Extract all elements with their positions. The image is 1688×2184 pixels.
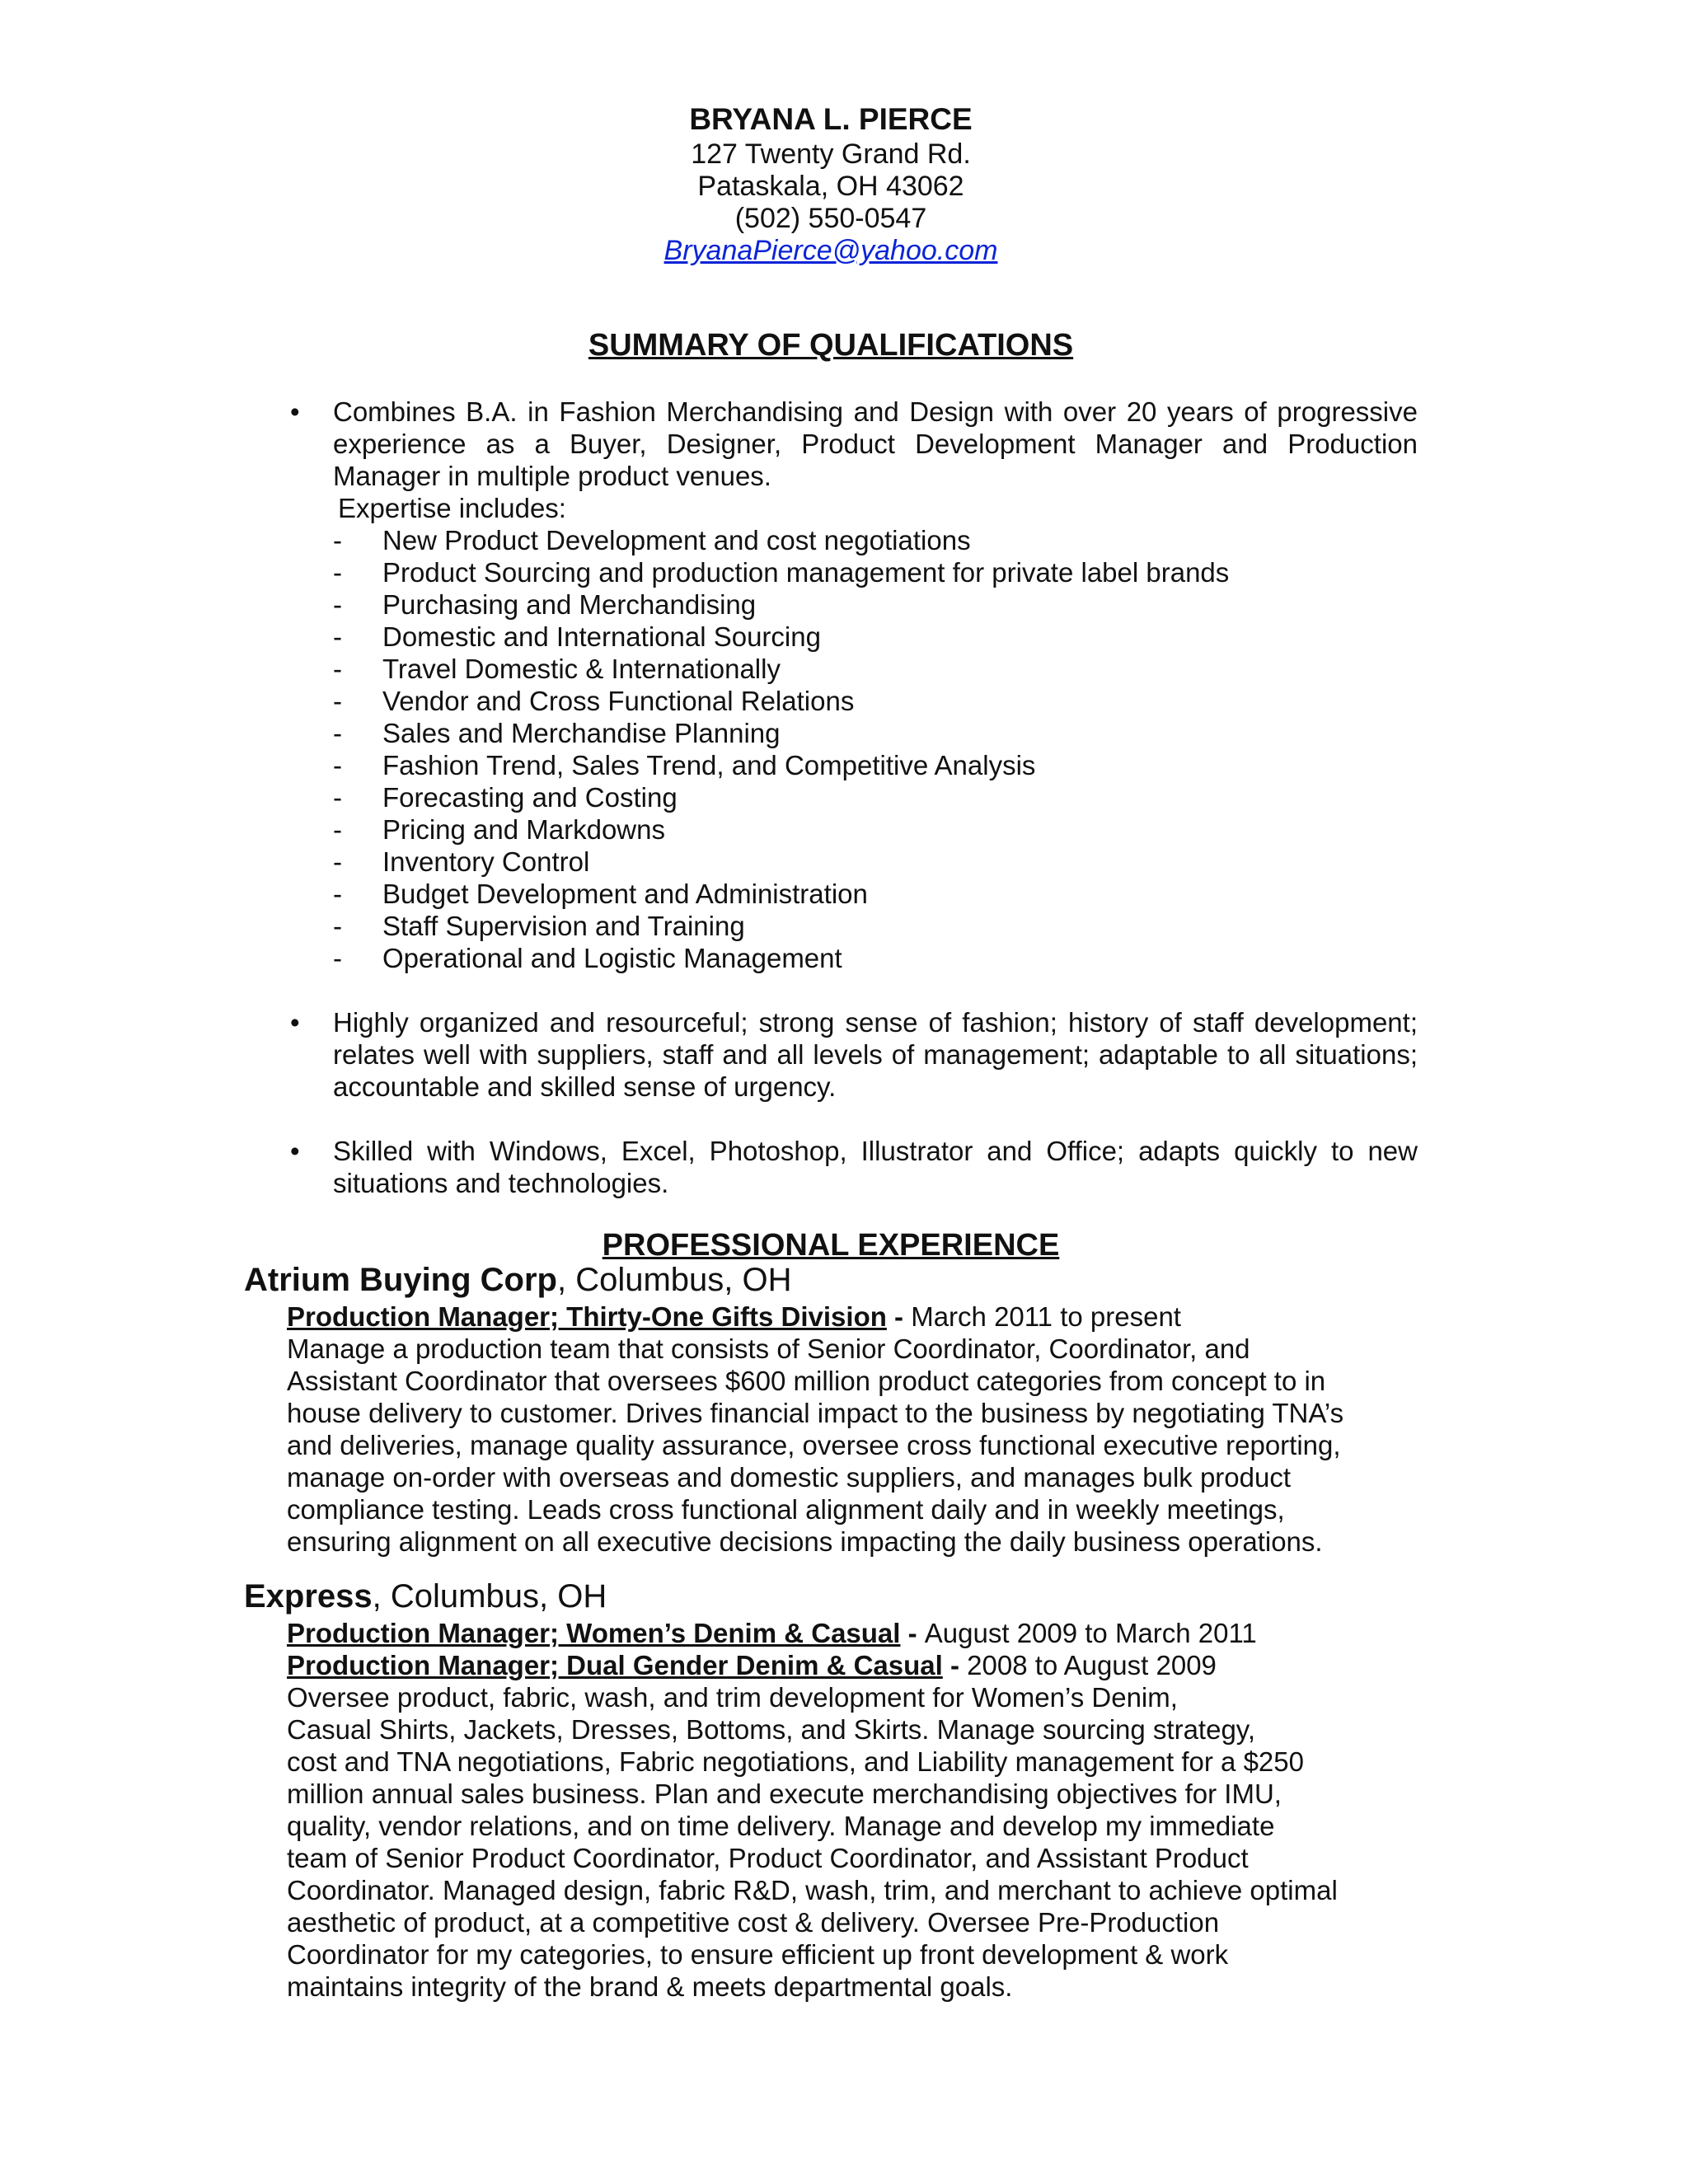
dash-glyph: - xyxy=(333,814,342,845)
expertise-item-text: Vendor and Cross Functional Relations xyxy=(382,686,855,716)
contact-header xyxy=(0,101,1662,267)
job-role xyxy=(287,1649,1439,1681)
expertise-item-text: Product Sourcing and production management for private label brands xyxy=(382,557,1230,588)
expertise-item xyxy=(290,813,1418,846)
experience-section xyxy=(244,1259,1439,2003)
summary-bullet-text: Skilled with Windows, Excel, Photoshop, Illustrator and Office; adapts quickly to new situations and technologies. xyxy=(333,1136,1418,1198)
expertise-item xyxy=(290,524,1418,556)
summary-bullet-1 xyxy=(290,396,1418,492)
dash-glyph: - xyxy=(333,718,342,748)
role-dates: 2008 to August 2009 xyxy=(967,1650,1217,1680)
company-location: , Columbus, OH xyxy=(372,1578,607,1615)
dash-glyph: - xyxy=(333,525,342,555)
expertise-item xyxy=(290,942,1418,974)
dash-glyph: - xyxy=(333,782,342,813)
summary-bullet-text: Combines B.A. in Fashion Merchandising and Design with over 20 years of progressive experience as a Buyer, Designer, Product Development Manager and Production Manager in multiple product venues. xyxy=(333,396,1418,491)
dash-glyph: - xyxy=(333,589,342,620)
dash-glyph: - xyxy=(333,911,342,941)
experience-heading: PROFESSIONAL EXPERIENCE xyxy=(602,1228,1060,1263)
dash-glyph: - xyxy=(333,879,342,909)
expertise-item xyxy=(290,878,1418,910)
role-title: Production Manager; Dual Gender Denim & Casual xyxy=(287,1650,943,1680)
job-entry xyxy=(244,1576,1439,2003)
company-line xyxy=(244,1576,1439,1617)
summary-section xyxy=(290,396,1418,1199)
phone-number: (502) 550-0547 xyxy=(734,203,927,234)
dash-glyph: - xyxy=(333,686,342,716)
company-name: Express xyxy=(244,1578,373,1615)
bullet-glyph: • xyxy=(290,1007,300,1038)
company-name: Atrium Buying Corp xyxy=(244,1262,557,1298)
expertise-item-text: Inventory Control xyxy=(382,846,590,877)
role-separator: - xyxy=(886,1301,912,1332)
job-description: Manage a production team that consists of Senior Coordinator, Coordinator, and Assistant Coordinator that oversees $600 million product categories from concept to in house delivery to customer. Drives financial impact to the business by negotiating TNA’s and deliveries, manage quality assurance, oversee cross functional executive reporting, manage on-order with overseas and domestic suppliers, and manages bulk product compliance testing. Leads cross functional alignment daily and in weekly meetings, ensuring alignment on all executive decisions impacting the daily business operations. xyxy=(287,1333,1344,1557)
email-link[interactable]: BryanaPierce@yahoo.com xyxy=(663,235,998,266)
job-role xyxy=(287,1617,1439,1649)
company-line xyxy=(244,1259,1439,1301)
expertise-item xyxy=(290,749,1418,781)
expertise-item-text: Fashion Trend, Sales Trend, and Competitive Analysis xyxy=(382,750,1036,780)
expertise-item xyxy=(290,588,1418,621)
expertise-item-text: Pricing and Markdowns xyxy=(382,814,665,845)
role-dates: August 2009 to March 2011 xyxy=(924,1618,1257,1648)
expertise-label: Expertise includes: xyxy=(338,493,566,523)
expertise-list xyxy=(290,524,1418,974)
expertise-item-text: Budget Development and Administration xyxy=(382,879,868,909)
expertise-item xyxy=(290,717,1418,749)
summary-bullet-3 xyxy=(290,1135,1418,1199)
expertise-item-text: Staff Supervision and Training xyxy=(382,911,745,941)
expertise-item xyxy=(290,653,1418,685)
email-line xyxy=(0,235,1662,267)
dash-glyph: - xyxy=(333,846,342,877)
expertise-item-text: New Product Development and cost negotiations xyxy=(382,525,971,555)
expertise-item xyxy=(290,621,1418,653)
expertise-item-text: Sales and Merchandise Planning xyxy=(382,718,781,748)
role-title: Production Manager; Women’s Denim & Casual xyxy=(287,1618,901,1648)
summary-heading: SUMMARY OF QUALIFICATIONS xyxy=(588,328,1074,363)
expertise-item-text: Travel Domestic & Internationally xyxy=(382,654,781,684)
bullet-glyph: • xyxy=(290,396,300,427)
expertise-item-text: Forecasting and Costing xyxy=(382,782,678,813)
expertise-item-text: Operational and Logistic Management xyxy=(382,943,842,973)
expertise-item-text: Domestic and International Sourcing xyxy=(382,621,821,652)
expertise-item xyxy=(290,556,1418,588)
job-entry xyxy=(244,1259,1439,1558)
bullet-glyph: • xyxy=(290,1136,300,1166)
dash-glyph: - xyxy=(333,621,342,652)
expertise-item xyxy=(290,846,1418,878)
job-role xyxy=(287,1301,1439,1333)
role-separator: - xyxy=(900,1618,925,1648)
dash-glyph: - xyxy=(333,943,342,973)
expertise-item xyxy=(290,910,1418,942)
role-dates: March 2011 to present xyxy=(911,1301,1181,1332)
dash-glyph: - xyxy=(333,750,342,780)
job-description: Oversee product, fabric, wash, and trim development for Women’s Denim, Casual Shirts, Jackets, Dresses, Bottoms, and Skirts. Manage sourcing strategy, cost and TNA negotiations, Fabric negotiations, and Liability management for a $250 million annual sales business. Plan and execute merchandising objectives for IMU, quality, vendor relations, and on time delivery. Manage and develop my immediate team of Senior Product Coordinator, Product Coordinator, and Assistant Product Coordinator. Managed design, fabric R&D, wash, trim, and merchant to achieve optimal aesthetic of product, at a competitive cost & delivery. Oversee Pre-Production Coordinator for my categories, to ensure efficient up front development & work maintains integrity of the brand & meets departmental goals. xyxy=(287,1682,1338,2002)
dash-glyph: - xyxy=(333,654,342,684)
expertise-item xyxy=(290,781,1418,813)
company-location: , Columbus, OH xyxy=(556,1262,792,1298)
role-title: Production Manager; Thirty-One Gifts Division xyxy=(287,1301,887,1332)
summary-bullet-2 xyxy=(290,1006,1418,1103)
address-line-2: Pataskala, OH 43062 xyxy=(697,171,964,202)
candidate-name: BRYANA L. PIERCE xyxy=(689,102,973,136)
role-separator: - xyxy=(942,1650,968,1680)
address-line-1: 127 Twenty Grand Rd. xyxy=(691,138,971,170)
dash-glyph: - xyxy=(333,557,342,588)
expertise-item xyxy=(290,685,1418,717)
summary-bullet-text: Highly organized and resourceful; strong sense of fashion; history of staff development; relates well with suppliers, staff and all levels of management; adaptable to all situations; accountable and skilled sense of urgency. xyxy=(333,1007,1418,1102)
expertise-item-text: Purchasing and Merchandising xyxy=(382,589,757,620)
